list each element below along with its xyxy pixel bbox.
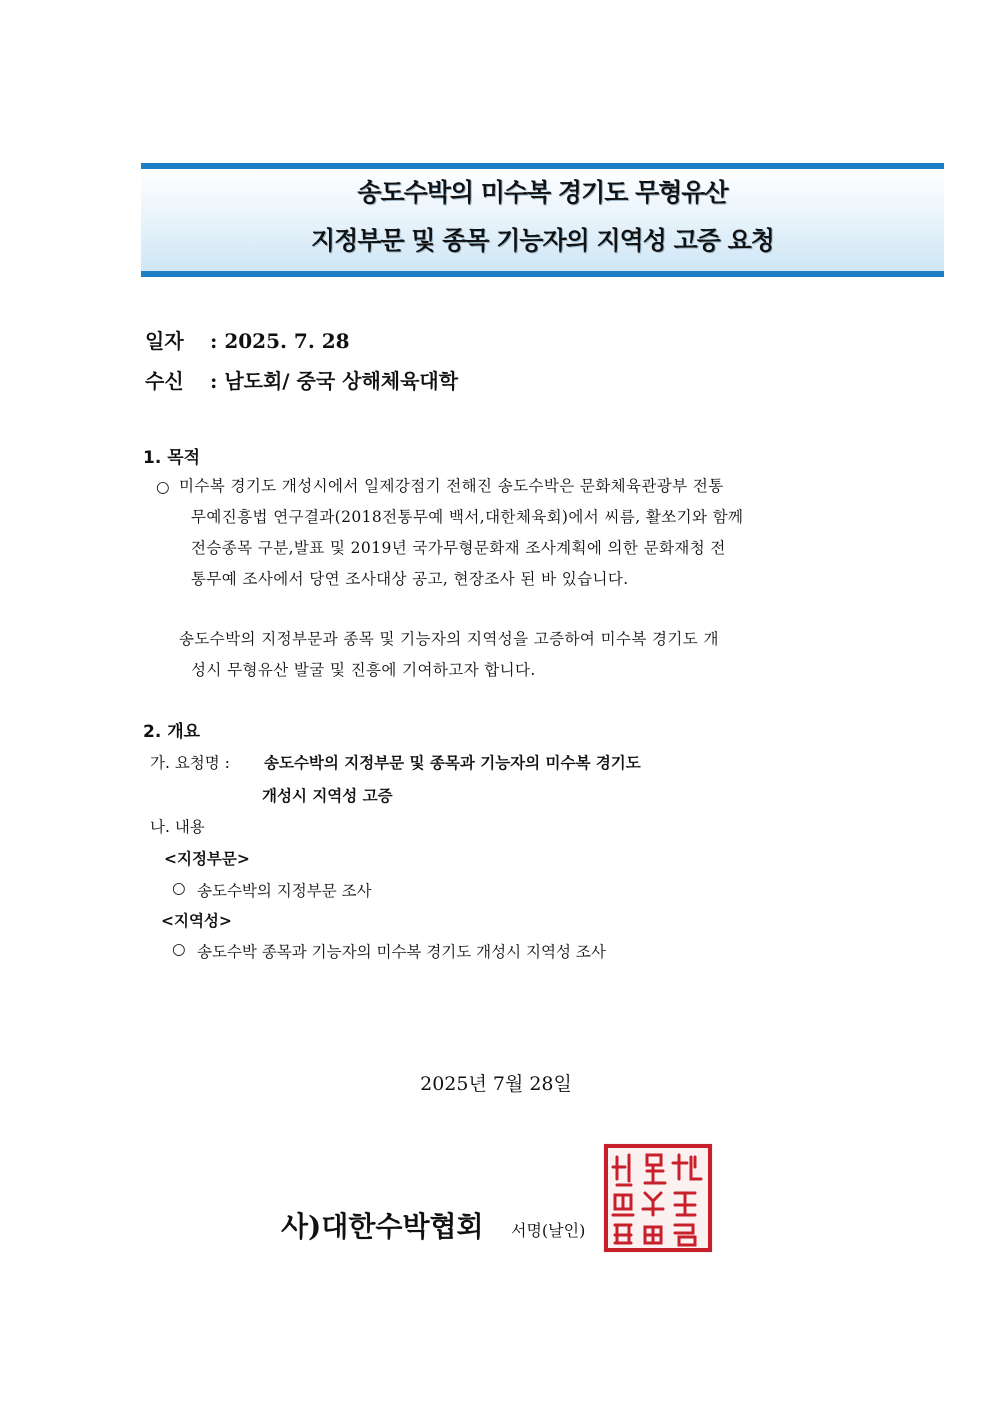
item-a-label: 가. 요청명 : <box>150 754 230 772</box>
sub1-text: 송도수박의 지정부문 조사 <box>197 882 372 900</box>
recipient-label: 수신 <box>145 369 184 393</box>
section1-para1 <box>179 471 743 595</box>
title-line-2: 지정부문 및 종목 기능자의 지역성 고증 요청 <box>311 226 774 255</box>
date-label: 일자 <box>145 329 184 353</box>
section1-title: 1. 목적 <box>143 448 201 468</box>
date-row <box>145 325 350 354</box>
para2-line: 성시 무형유산 발굴 및 진흥에 기여하고자 합니다. <box>191 661 536 679</box>
sub2-bullet: ○ <box>172 940 186 958</box>
date-value: : 2025. 7. 28 <box>209 329 350 353</box>
issue-date: 2025년 7월 28일 <box>420 1073 572 1095</box>
signature-label: 서명(날인) <box>511 1221 586 1240</box>
item-a-value-line2: 개성시 지역성 고증 <box>262 786 393 805</box>
para1-line: 미수복 경기도 개성시에서 일제강점기 전해진 송도수박은 문화체육관광부 전통 <box>179 477 724 495</box>
organization-name: 사)대한수박협회 <box>281 1210 484 1243</box>
sub1-bullet: ○ <box>172 879 186 897</box>
para1-line: 무예진흥법 연구결과(2018전통무예 백서,대한체육회)에서 씨름, 활쏘기와 함께 <box>191 508 744 526</box>
title-banner <box>141 163 944 277</box>
item-a-value-line1: 송도수박의 지정부문 및 종목과 기능자의 미수복 경기도 <box>264 753 641 772</box>
sub1-title: <지정부문> <box>164 849 250 868</box>
sub2-title: <지역성> <box>161 911 232 930</box>
para1-line: 통무예 조사에서 당연 조사대상 공고, 현장조사 된 바 있습니다. <box>191 570 629 588</box>
para1-line: 전승종목 구분,발표 및 2019년 국가무형문화재 조사계획에 의한 문화재청 전 <box>191 539 726 557</box>
section1-para2 <box>179 624 719 686</box>
section2-title: 2. 개요 <box>143 722 201 742</box>
recipient-row <box>145 365 458 394</box>
para2-line: 송도수박의 지정부문과 종목 및 기능자의 지역성을 고증하여 미수복 경기도 개 <box>179 630 719 648</box>
title-line-1: 송도수박의 미수복 경기도 무형유산 <box>357 178 728 207</box>
sub2-text: 송도수박 종목과 기능자의 미수복 경기도 개성시 지역성 조사 <box>197 943 606 961</box>
item-b-label: 나. 내용 <box>150 818 205 836</box>
recipient-value: : 남도회/ 중국 상해체육대학 <box>209 369 459 393</box>
official-seal-icon <box>603 1143 713 1253</box>
section1-bullet: ○ <box>156 478 170 496</box>
